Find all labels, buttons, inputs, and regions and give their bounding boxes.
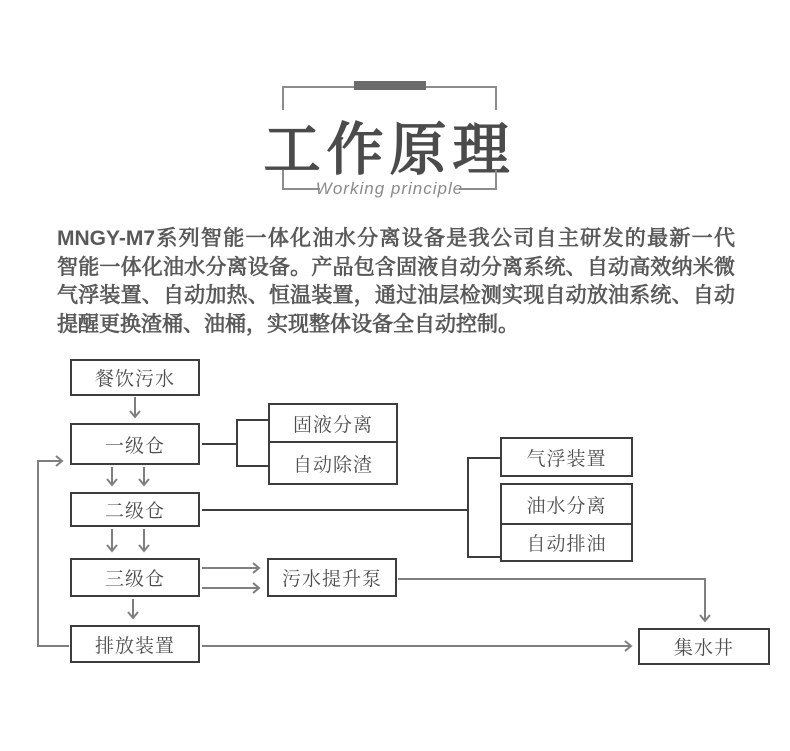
flow-node-auto-slag-removal: 自动除渣 (268, 441, 398, 485)
flow-node-water-collecting-well: 集水井 (638, 628, 770, 665)
flow-node-solid-liquid-separation: 固液分离 (268, 403, 398, 443)
flow-node-catering-sewage: 餐饮污水 (70, 359, 200, 396)
intro-line: 气浮装置、自动加热、恒温装置，通过油层检测实现自动放油系统、自动 (57, 284, 735, 307)
flow-node-stage2-chamber: 二级仓 (70, 492, 200, 527)
intro-line: 提醒更换渣桶、油桶，实现整体设备全自动控制。 (57, 312, 519, 336)
intro-line: MNGY-M7系列智能一体化油水分离设备是我公司自主研发的最新一代 (57, 227, 735, 250)
flow-node-stage1-chamber: 一级仓 (70, 423, 200, 465)
page-title: 工作原理 (263, 118, 516, 182)
flow-node-auto-oil-drain: 自动排油 (500, 523, 633, 562)
flow-node-stage3-chamber: 三级仓 (70, 558, 200, 597)
page-subtitle: Working principle (315, 179, 464, 198)
flow-node-sewage-lift-pump: 污水提升泵 (267, 558, 397, 597)
flow-node-oil-water-separation: 油水分离 (500, 483, 633, 525)
intro-line: 智能一体化油水分离设备。产品包含固液自动分离系统、自动高效纳米微 (57, 255, 735, 279)
flow-node-air-flotation: 气浮装置 (500, 437, 633, 477)
flow-node-discharge-device: 排放装置 (70, 625, 200, 663)
